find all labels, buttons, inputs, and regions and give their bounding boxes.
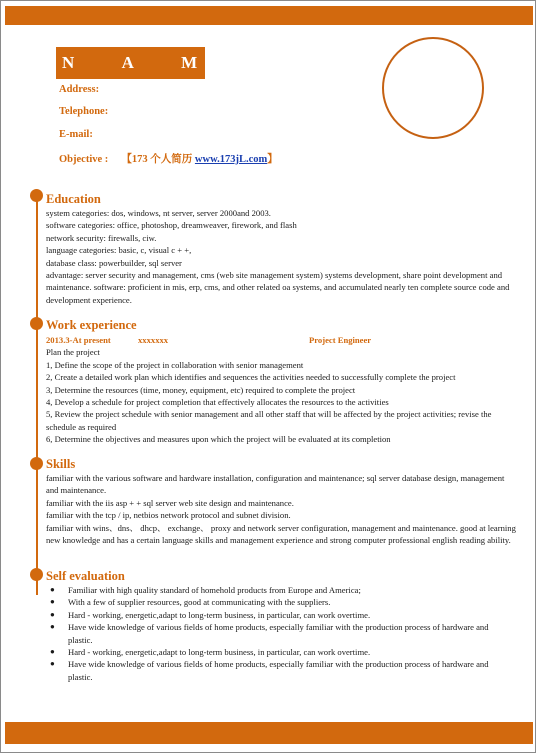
job-position: Project Engineer — [309, 335, 372, 345]
work-line: 4, Develop a schedule for project completion that effectively allocates the resources to the activities — [46, 397, 389, 408]
education-body — [46, 207, 516, 306]
work-body — [46, 334, 516, 446]
education-line: advantage: server security and management, cms (web site management system) systems development, share point development and maintenance. software: proficient in mis, erp, cms, and other related oa systems, and accumulated nearly ten complete source code and development experience. — [46, 270, 510, 305]
work-line: 2, Create a detailed work plan which identifies and sequences the activities needed to successfully complete the project — [46, 372, 456, 383]
self-eval-list — [48, 584, 508, 683]
skills-body — [46, 472, 516, 546]
objective-text: 【173 个人简历 — [121, 154, 195, 165]
education-dot — [30, 189, 43, 202]
skills-dot — [30, 457, 43, 470]
self-eval-item: ● Hard - working, energetic,adapt to long-term business, in particular, can work overtime. — [48, 646, 508, 658]
work-line: 3, Determine the resources (time, money, equipment, etc) required to complete the project — [46, 384, 356, 395]
work-line: Plan the project — [46, 347, 100, 358]
self-eval-title: Self evaluation — [46, 569, 125, 583]
objective-label: Objective : — [59, 154, 109, 165]
education-line: database class: powerbuilder, sql server — [46, 257, 182, 268]
timeline-line — [36, 193, 38, 595]
education-line: system categories: dos, windows, nt server, server 2000and 2003. — [46, 208, 271, 218]
self-eval-item: ● Familiar with high quality standard of homehold products from Europe and America; — [48, 584, 508, 596]
skills-line: familiar with the various software and hardware installation, configuration and maintenance; sql server database design, management and maintenance. — [46, 473, 505, 496]
skills-line: familiar with the tcp / ip, netbios network protocol and subnet division. — [46, 510, 291, 521]
job-company: xxxxxxx — [138, 335, 169, 345]
job-header — [46, 334, 516, 346]
self-eval-item: ● With a few of supplier resources, good at communicating with the suppliers. — [48, 596, 508, 608]
education-line: language categories: basic, c, visual c + +, — [46, 245, 192, 256]
education-title: Education — [46, 192, 101, 206]
skills-line: familiar with the iis asp + + sql server web site design and maintenance. — [46, 497, 294, 508]
photo-placeholder — [382, 37, 484, 139]
work-title: Work experience — [46, 318, 137, 332]
footer-band — [5, 722, 533, 744]
skills-title: Skills — [46, 457, 76, 471]
education-line: software categories: office, photoshop, dreamweaver, firework, and flash — [46, 220, 297, 231]
self-eval-body — [48, 584, 508, 683]
self-eval-item: ● Hard - working, energetic,adapt to long-term business, in particular, can work overtime. — [48, 609, 508, 621]
objective-line — [59, 151, 278, 166]
work-line: 5, Review the project schedule with senior management and all other staff that will be affected by the project activities; revise the schedule as required — [46, 409, 492, 432]
telephone-label: Telephone: — [59, 106, 109, 117]
work-line: 1, Define the scope of the project in collaboration with senior management — [46, 359, 304, 370]
work-line: 6, Determine the objectives and measures upon which the project will be evaluated at its completion — [46, 434, 391, 445]
email-label: E-mail: — [59, 129, 93, 140]
skills-line: familiar with wins、dns、 dhcp、 exchange、 proxy and network server configuration, management and maintenance. good at learning new knowledge and has a certain language skills and management experience and strong computer professional english reading ability. — [46, 522, 516, 546]
job-date: 2013.3-At present — [46, 335, 111, 345]
objective-close: 】 — [267, 154, 278, 165]
self-eval-item: ● Have wide knowledge of various fields of home products, especially familiar with the production process of hardware and plastic. — [48, 621, 508, 646]
education-line: network security: firewalls, ciw. — [46, 232, 157, 243]
self-eval-dot — [30, 568, 43, 581]
work-dot — [30, 317, 43, 330]
header-band — [5, 6, 533, 25]
address-label: Address: — [59, 84, 100, 95]
name-heading: N A M E — [56, 47, 205, 79]
self-eval-item: ● Have wide knowledge of various fields of home products, especially familiar with the production process of hardware and plastic. — [48, 658, 508, 683]
objective-link[interactable]: www.173jL.com — [194, 154, 268, 165]
